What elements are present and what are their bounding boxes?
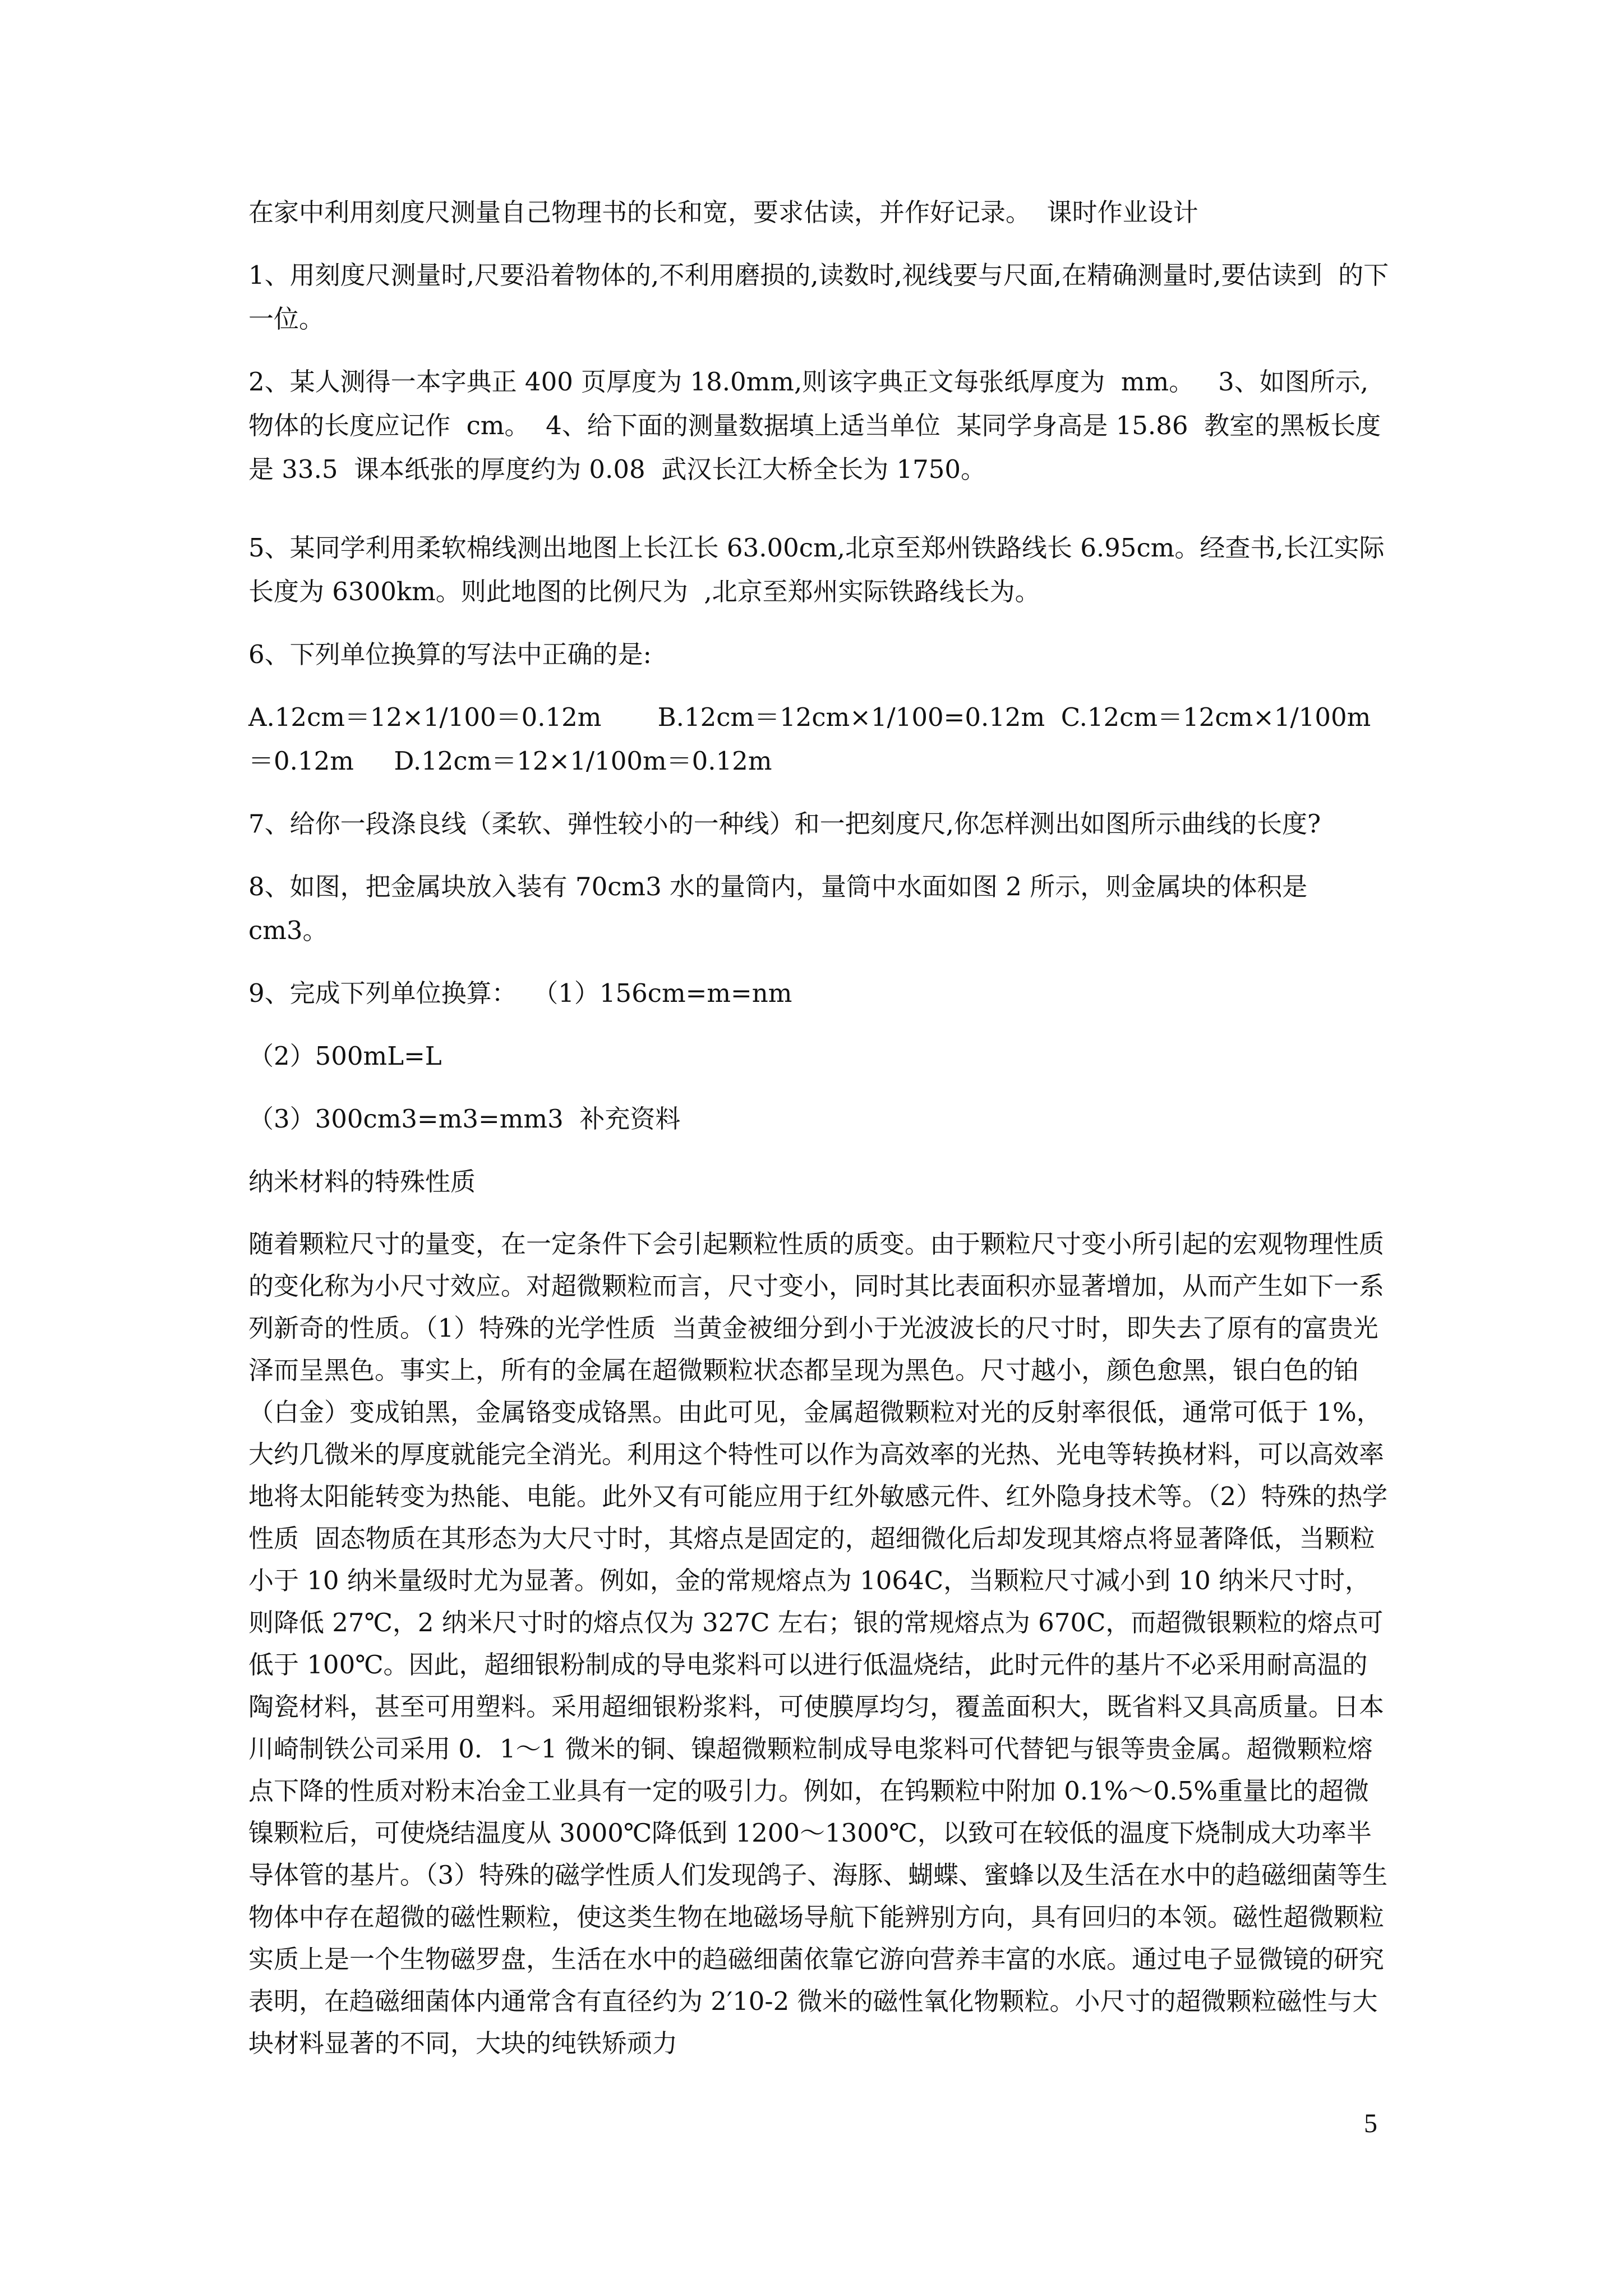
question-6-options: A.12cm＝12×1/100＝0.12m B.12cm＝12cm×1/100=0.12m C.12cm＝12cm×1/100m＝0.12m D.12cm＝12×1/100m＝0.12m <box>248 702 1371 776</box>
question-9-part-3: （3）300cm3=m3=mm3 补充资料 <box>248 1104 681 1134</box>
question-9-part-2: （2）500mL=L <box>248 1041 442 1071</box>
paragraph-intro: 在家中利用刻度尺测量自己物理书的长和宽，要求估读，并作好记录。 课时作业设计 <box>248 197 1198 227</box>
question-5: 5、某同学利用柔软棉线测出地图上长江长 63.00cm,北京至郑州铁路线长 6.95cm。经查书,长江实际长度为 6300km。则此地图的比例尺为 ,北京至郑州实际铁路线长为。 <box>248 533 1385 606</box>
section-heading: 纳米材料的特殊性质 <box>248 1167 476 1197</box>
question-1: 1、用刻度尺测量时,尺要沿着物体的,不利用磨损的,读数时,视线要与尺面,在精确测量时,要估读到 的下一位。 <box>248 260 1389 334</box>
question-7: 7、给你一段涤良线（柔软、弹性较小的一种线）和一把刻度尺,你怎样测出如图所示曲线的长度? <box>248 809 1321 839</box>
section-body: 随着颗粒尺寸的量变，在一定条件下会引起颗粒性质的质变。由于颗粒尺寸变小所引起的宏观物理性质的变化称为小尺寸效应。对超微颗粒而言，尺寸变小，同时其比表面积亦显著增加，从而产生如下一系列新奇的性质。（1）特殊的光学性质 当黄金被细分到小于光波波长的尺寸时，即失去了原有的富贵光泽而呈黑色。事实上，所有的金属在超微颗粒状态都呈现为黑色。尺寸越小，颜色愈黑，银白色的铂（白金）变成铂黑，金属铬变成铬黑。由此可见，金属超微颗粒对光的反射率很低，通常可低于 1%，大约几微米的厚度就能完全消光。利用这个特性可以作为高效率的光热、光电等转换材料，可以高效率地将太阳能转变为热能、电能。此外又有可能应用于红外敏感元件、红外隐身技术等。（2）特殊的热学性质 固态物质在其形态为大尺寸时，其熔点是固定的，超细微化后却发现其熔点将显著降低，当颗粒小于 10 纳米量级时尤为显著。例如，金的常规熔点为 1064C，当颗粒尺寸减小到 10 纳米尺寸时，则降低 27℃，2 纳米尺寸时的熔点仅为 327C 左右；银的常规熔点为 670C，而超微银颗粒的熔点可低于 100℃。因此，超细银粉制成的导电浆料可以进行低温烧结，此时元件的基片不必采用耐高温的陶瓷材料，甚至可用塑料。采用超细银粉浆料，可使膜厚均匀，覆盖面积大，既省料又具高质量。日本川崎制铁公司采用 0．1～1 微米的铜、镍超微颗粒制成导电浆料可代替钯与银等贵金属。超微颗粒熔点下降的性质对粉末冶金工业具有一定的吸引力。例如，在钨颗粒中附加 0.1%～0.5%重量比的超微镍颗粒后，可使烧结温度从 3000℃降低到 1200～1300℃，以致可在较低的温度下烧制成大功率半导体管的基片。（3）特殊的磁学性质人们发现鸽子、海豚、蝴蝶、蜜蜂以及生活在水中的趋磁细菌等生物体中存在超微的磁性颗粒，使这类生物在地磁场导航下能辨别方向，具有回归的本领。磁性超微颗粒实质上是一个生物磁罗盘，生活在水中的趋磁细菌依靠它游向营养丰富的水底。通过电子显微镜的研究表明，在趋磁细菌体内通常含有直径约为 2′10-2 微米的磁性氧化物颗粒。小尺寸的超微颗粒磁性与大块材料显著的不同，大块的纯铁矫顽力 <box>248 1229 1388 2058</box>
question-9-part-1: 9、完成下列单位换算： （1）156cm=m=nm <box>248 978 792 1008</box>
question-8: 8、如图，把金属块放入装有 70cm3 水的量筒内，量筒中水面如图 2 所示，则金属块的体积是 cm3。 <box>248 872 1316 945</box>
document-body <box>248 191 1393 2064</box>
question-2-3-4: 2、某人测得一本字典正 400 页厚度为 18.0mm,则该字典正文每张纸厚度为 mm。 3、如图所示,物体的长度应记作 cm。 4、给下面的测量数据填上适当单位 某同学身高是 15.86 教室的黑板长度是 33.5 课本纸张的厚度约为 0.08 武汉长江大桥全长为 1750。 <box>248 367 1381 484</box>
page-number: 5 <box>1364 2109 1377 2138</box>
question-6: 6、下列单位换算的写法中正确的是: <box>248 639 652 669</box>
